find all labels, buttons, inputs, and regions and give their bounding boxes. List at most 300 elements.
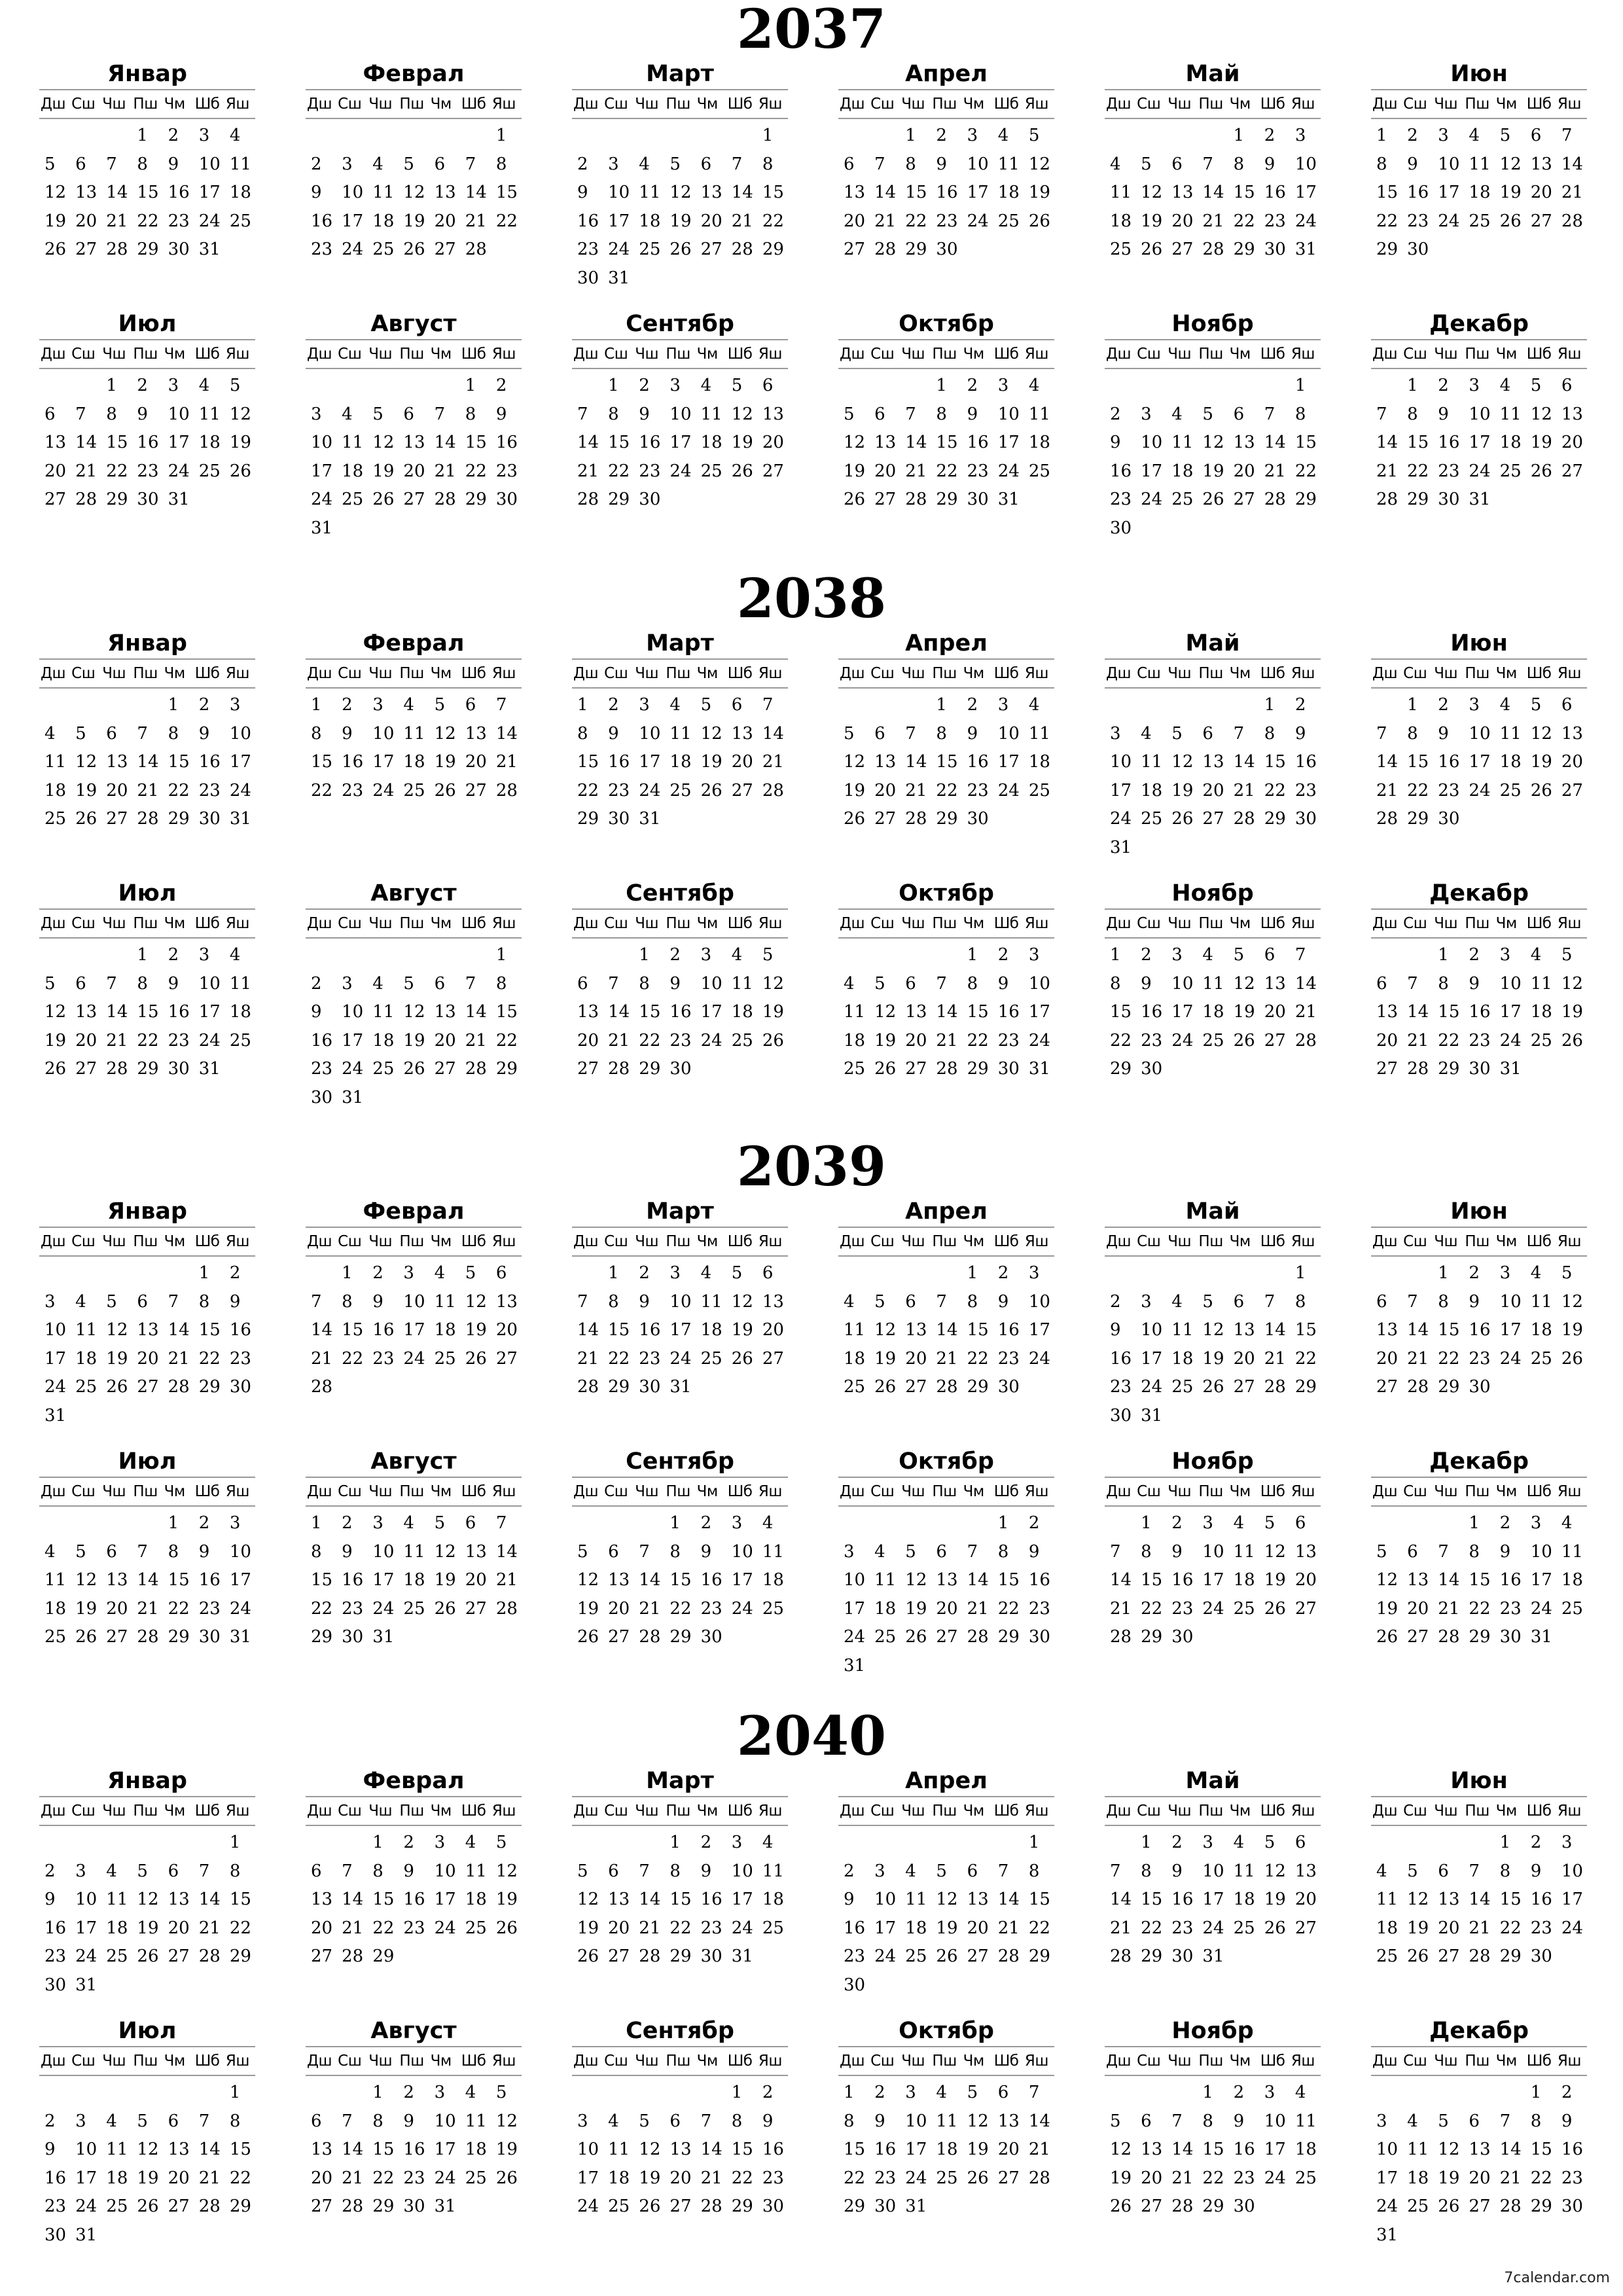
- day-cell: 21: [75, 461, 98, 481]
- month-block: [1105, 628, 1321, 862]
- month-name: Май: [1185, 630, 1240, 656]
- day-cell: 7: [577, 404, 588, 424]
- day-cell: 12: [434, 1541, 456, 1562]
- weekday-label: Чм: [963, 1803, 984, 1820]
- day-cell: 1: [762, 126, 774, 145]
- day-cell: 20: [1376, 1030, 1399, 1050]
- day-cell: 26: [1028, 211, 1050, 231]
- weekday-label: Дш: [307, 1483, 332, 1500]
- day-cell: 25: [700, 461, 722, 481]
- day-cell: 12: [1171, 752, 1194, 772]
- day-cell: 31: [198, 240, 221, 259]
- day-cell: 2: [700, 1513, 712, 1533]
- month-block: [838, 59, 1054, 264]
- weekday-label: Чш: [102, 1233, 126, 1250]
- day-cell: 31: [1141, 1405, 1163, 1426]
- day-cell: 3: [168, 376, 179, 395]
- weekday-label: Чм: [430, 346, 452, 363]
- weekday-label: Чш: [1168, 96, 1192, 113]
- day-blank: [900, 1259, 931, 1288]
- day-cell: 27: [137, 1377, 159, 1397]
- day-cell: 3: [844, 1541, 855, 1562]
- day-cell: 18: [403, 752, 425, 772]
- day-cell: 19: [45, 211, 67, 231]
- day-grid: [572, 372, 788, 514]
- day-cell: 8: [1407, 723, 1418, 744]
- day-cell: 28: [762, 780, 784, 800]
- day-cell: 13: [731, 723, 753, 744]
- weekday-label: Чм: [1495, 1483, 1517, 1500]
- day-cell: 26: [669, 240, 692, 259]
- day-cell: 27: [495, 1348, 518, 1369]
- day-cell: 11: [372, 183, 395, 202]
- day-cell: 22: [1376, 211, 1399, 231]
- weekday-label: Сш: [338, 2053, 362, 2070]
- day-cell: 7: [1171, 2111, 1183, 2131]
- day-cell: 5: [1110, 2111, 1121, 2131]
- day-cell: 8: [198, 1291, 210, 1312]
- weekday-label: Чм: [430, 96, 452, 113]
- day-cell: 3: [198, 945, 210, 965]
- day-cell: 12: [1530, 404, 1552, 424]
- day-blank: [931, 1259, 961, 1288]
- day-cell: 25: [1499, 461, 1522, 481]
- day-cell: 14: [106, 183, 128, 202]
- day-cell: 12: [844, 752, 866, 772]
- day-cell: 15: [1469, 1570, 1491, 1590]
- day-cell: 16: [762, 2140, 784, 2159]
- day-blank: [1433, 2079, 1463, 2108]
- day-cell: 17: [905, 2140, 927, 2159]
- day-blank: [1433, 1509, 1463, 1538]
- day-cell: 7: [198, 1861, 210, 1881]
- day-cell: 20: [967, 1918, 989, 1938]
- weekday-label: Пш: [133, 665, 158, 682]
- day-cell: 28: [75, 490, 98, 509]
- day-blank: [1259, 372, 1290, 401]
- day-cell: 18: [1407, 2168, 1429, 2188]
- day-cell: 18: [1233, 1890, 1255, 1909]
- day-cell: 6: [434, 154, 446, 174]
- day-blank: [132, 1829, 162, 1857]
- weekday-label: Шб: [727, 96, 753, 113]
- day-cell: 23: [700, 1598, 722, 1619]
- month-block: [1371, 309, 1587, 514]
- day-cell: 30: [1110, 518, 1132, 538]
- day-cell: 30: [1171, 1627, 1194, 1647]
- weekday-label: Пш: [133, 346, 158, 363]
- day-cell: 8: [762, 154, 774, 174]
- weekday-label: Шб: [993, 1803, 1019, 1820]
- day-cell: 15: [1530, 2140, 1552, 2159]
- weekday-label: Пш: [666, 1803, 690, 1820]
- day-cell: 7: [465, 154, 476, 174]
- day-cell: 18: [1499, 433, 1522, 452]
- day-cell: 11: [762, 1541, 784, 1562]
- day-cell: 7: [137, 1541, 148, 1562]
- day-cell: 4: [403, 1513, 414, 1533]
- day-cell: 10: [731, 1861, 753, 1881]
- day-cell: 16: [700, 1570, 722, 1590]
- weekday-header: [39, 1796, 255, 1826]
- weekday-label: Дш: [1106, 2053, 1132, 2070]
- day-cell: 14: [106, 1002, 128, 1022]
- day-cell: 12: [229, 404, 251, 424]
- day-cell: 13: [1141, 2140, 1163, 2159]
- weekday-label: Яш: [1291, 1803, 1315, 1820]
- day-cell: 14: [1376, 433, 1399, 452]
- day-cell: 16: [372, 1320, 395, 1340]
- day-cell: 19: [137, 2168, 159, 2188]
- day-cell: 18: [106, 1918, 128, 1938]
- weekday-label: Чш: [635, 1233, 659, 1250]
- weekday-label: Яш: [225, 2053, 249, 2070]
- day-cell: 2: [372, 1263, 383, 1283]
- weekday-label: Чм: [164, 346, 185, 363]
- month-block: [39, 59, 255, 264]
- day-blank: [39, 2079, 70, 2108]
- weekday-label: Шб: [1526, 1803, 1552, 1820]
- day-cell: 12: [495, 2111, 518, 2131]
- day-cell: 4: [762, 1513, 774, 1533]
- day-cell: 17: [372, 1570, 395, 1590]
- day-cell: 14: [1110, 1890, 1132, 1909]
- day-cell: 5: [45, 154, 56, 174]
- day-cell: 4: [1171, 404, 1183, 424]
- day-cell: 2: [311, 154, 322, 174]
- day-cell: 4: [434, 1263, 446, 1283]
- day-cell: 8: [1202, 2111, 1213, 2131]
- day-cell: 27: [1438, 1946, 1460, 1966]
- day-cell: 20: [1376, 1348, 1399, 1369]
- day-cell: 20: [844, 211, 866, 231]
- weekday-label: Пш: [666, 1483, 690, 1500]
- day-cell: 28: [1264, 1377, 1286, 1397]
- day-cell: 8: [936, 404, 947, 424]
- month-name: Ноябр: [1171, 880, 1254, 906]
- weekday-label: Чм: [963, 346, 984, 363]
- day-cell: 18: [731, 1002, 753, 1022]
- day-cell: 21: [936, 1348, 958, 1369]
- day-cell: 10: [700, 973, 722, 994]
- day-cell: 21: [608, 1030, 630, 1050]
- month-name: Декабр: [1429, 2018, 1529, 2044]
- day-cell: 29: [997, 1627, 1020, 1647]
- weekday-header: [838, 1227, 1054, 1257]
- day-cell: 25: [75, 1377, 98, 1397]
- day-cell: 24: [1264, 2168, 1286, 2188]
- day-cell: 21: [905, 461, 927, 481]
- weekday-label: Чм: [963, 915, 984, 932]
- day-cell: 19: [844, 780, 866, 800]
- month-name: Апрел: [905, 1198, 988, 1225]
- day-cell: 25: [465, 2168, 487, 2188]
- weekday-label: Сш: [71, 915, 96, 932]
- day-cell: 7: [762, 695, 774, 715]
- day-blank: [1371, 372, 1402, 401]
- day-cell: 3: [372, 695, 383, 715]
- day-cell: 15: [1141, 1570, 1163, 1590]
- weekday-label: Шб: [194, 2053, 220, 2070]
- day-cell: 28: [639, 1627, 661, 1647]
- weekday-label: Пш: [1465, 96, 1489, 113]
- weekday-label: Дш: [1372, 915, 1398, 932]
- day-cell: 23: [311, 240, 333, 259]
- day-cell: 24: [1499, 1348, 1522, 1369]
- day-cell: 11: [1407, 2140, 1429, 2159]
- day-blank: [1371, 1259, 1402, 1288]
- day-cell: 25: [608, 2197, 630, 2216]
- day-cell: 28: [639, 1946, 661, 1966]
- day-grid: [572, 2079, 788, 2221]
- day-cell: 27: [1376, 1377, 1399, 1397]
- day-cell: 22: [1407, 780, 1429, 800]
- weekday-label: Чм: [1229, 915, 1251, 932]
- weekday-header: [1105, 2046, 1321, 2076]
- month-name: Июл: [118, 2018, 177, 2044]
- day-cell: 3: [1264, 2083, 1275, 2102]
- day-cell: 22: [198, 1348, 221, 1369]
- day-cell: 31: [731, 1946, 753, 1966]
- weekday-label: Пш: [1198, 346, 1223, 363]
- month-name: Май: [1185, 1198, 1240, 1225]
- day-cell: 31: [372, 1627, 395, 1647]
- day-cell: 9: [342, 723, 353, 744]
- day-cell: 14: [1438, 1570, 1460, 1590]
- weekday-header: [1371, 2046, 1587, 2076]
- day-cell: 14: [495, 723, 518, 744]
- day-cell: 8: [997, 1541, 1009, 1562]
- day-cell: 30: [700, 1946, 722, 1966]
- day-blank: [1371, 691, 1402, 720]
- day-cell: 12: [905, 1570, 927, 1590]
- day-cell: 4: [1499, 376, 1511, 395]
- day-cell: 25: [403, 1598, 425, 1619]
- weekday-label: Сш: [71, 1233, 96, 1250]
- day-cell: 8: [311, 723, 322, 744]
- weekday-header: [838, 658, 1054, 689]
- month-block: [306, 2016, 522, 2221]
- day-cell: 4: [1530, 945, 1542, 965]
- day-cell: 28: [1438, 1627, 1460, 1647]
- day-cell: 13: [1294, 1861, 1317, 1881]
- day-cell: 9: [844, 1890, 855, 1909]
- day-cell: 29: [198, 1377, 221, 1397]
- day-cell: 21: [495, 1570, 518, 1590]
- day-cell: 18: [639, 211, 661, 231]
- day-cell: 1: [1202, 2083, 1213, 2102]
- day-blank: [163, 1259, 194, 1288]
- day-cell: 15: [1294, 1320, 1317, 1340]
- day-blank: [101, 1509, 132, 1538]
- day-blank: [869, 691, 900, 720]
- weekday-label: Яш: [1024, 346, 1048, 363]
- weekday-label: Яш: [1557, 665, 1581, 682]
- day-cell: 17: [731, 1570, 753, 1590]
- day-cell: 24: [905, 2168, 927, 2188]
- day-cell: 13: [608, 1890, 630, 1909]
- day-blank: [101, 2079, 132, 2108]
- day-blank: [1259, 1259, 1290, 1288]
- weekday-header: [306, 339, 522, 369]
- day-blank: [633, 122, 664, 151]
- day-cell: 3: [1202, 1513, 1213, 1533]
- day-cell: 22: [1530, 2168, 1552, 2188]
- day-cell: 2: [168, 126, 179, 145]
- weekday-label: Яш: [225, 1233, 249, 1250]
- day-cell: 21: [1469, 1918, 1491, 1938]
- day-cell: 5: [1438, 2111, 1449, 2131]
- day-cell: 15: [465, 433, 487, 452]
- day-cell: 28: [1171, 2197, 1194, 2216]
- day-cell: 14: [342, 2140, 364, 2159]
- weekday-header: [306, 1477, 522, 1507]
- day-cell: 29: [168, 809, 190, 829]
- day-cell: 25: [1294, 2168, 1317, 2188]
- day-cell: 21: [168, 1348, 190, 1369]
- day-cell: 17: [669, 1320, 692, 1340]
- month-name: Феврал: [363, 61, 465, 87]
- day-cell: 27: [1141, 2197, 1163, 2216]
- weekday-label: Чш: [1434, 1233, 1458, 1250]
- weekday-label: Шб: [727, 1233, 753, 1250]
- day-cell: 30: [198, 1627, 221, 1647]
- day-cell: 6: [168, 1861, 179, 1881]
- day-cell: 16: [168, 1002, 190, 1022]
- day-cell: 17: [1171, 1002, 1194, 1022]
- day-cell: 17: [168, 433, 190, 452]
- day-cell: 19: [495, 1890, 518, 1909]
- day-cell: 14: [1202, 183, 1224, 202]
- weekday-label: Пш: [1465, 665, 1489, 682]
- day-cell: 26: [1438, 2197, 1460, 2216]
- day-blank: [1135, 691, 1166, 720]
- day-cell: 25: [731, 1030, 753, 1050]
- day-cell: 28: [1499, 2197, 1522, 2216]
- day-cell: 2: [1110, 1291, 1121, 1312]
- day-cell: 28: [1407, 1377, 1429, 1397]
- day-cell: 21: [731, 211, 753, 231]
- day-cell: 26: [106, 1377, 128, 1397]
- day-cell: 16: [45, 1918, 67, 1938]
- day-cell: 14: [608, 1002, 630, 1022]
- day-cell: 5: [45, 973, 56, 994]
- day-blank: [39, 122, 70, 151]
- day-cell: 16: [1407, 183, 1429, 202]
- day-cell: 13: [168, 1890, 190, 1909]
- day-cell: 28: [608, 1059, 630, 1079]
- weekday-header: [1371, 1477, 1587, 1507]
- day-cell: 3: [1202, 1833, 1213, 1852]
- day-cell: 13: [608, 1570, 630, 1590]
- day-cell: 12: [434, 723, 456, 744]
- day-cell: 18: [403, 1570, 425, 1590]
- day-cell: 9: [168, 154, 179, 174]
- day-cell: 19: [1264, 1570, 1286, 1590]
- day-cell: 6: [1294, 1513, 1306, 1533]
- day-cell: 4: [1407, 2111, 1418, 2131]
- day-cell: 23: [1171, 1598, 1194, 1619]
- day-cell: 4: [1499, 695, 1511, 715]
- day-blank: [39, 941, 70, 970]
- day-cell: 14: [1028, 2111, 1050, 2131]
- day-cell: 5: [1561, 1263, 1573, 1283]
- day-cell: 10: [1561, 1861, 1583, 1881]
- day-cell: 10: [1264, 2111, 1286, 2131]
- day-cell: 26: [1530, 461, 1552, 481]
- day-cell: 9: [1171, 1541, 1183, 1562]
- day-cell: 13: [844, 183, 866, 202]
- weekday-label: Пш: [399, 346, 424, 363]
- day-cell: 10: [1202, 1541, 1224, 1562]
- day-cell: 2: [198, 695, 210, 715]
- weekday-header: [306, 2046, 522, 2076]
- weekday-label: Дш: [1106, 1483, 1132, 1500]
- day-blank: [1402, 2079, 1433, 2108]
- day-cell: 3: [639, 695, 650, 715]
- weekday-label: Чм: [963, 1233, 984, 1250]
- day-cell: 6: [669, 2111, 681, 2131]
- weekday-label: Сш: [604, 1233, 628, 1250]
- weekday-label: Яш: [1291, 1233, 1315, 1250]
- day-cell: 1: [1407, 695, 1418, 715]
- weekday-label: Чш: [102, 1483, 126, 1500]
- day-grid: [306, 1259, 522, 1402]
- weekday-label: Шб: [461, 665, 486, 682]
- day-cell: 7: [434, 404, 446, 424]
- day-cell: 19: [75, 780, 98, 800]
- weekday-label: Чм: [1495, 2053, 1517, 2070]
- day-cell: 22: [495, 1030, 518, 1050]
- day-cell: 29: [936, 809, 958, 829]
- day-cell: 18: [844, 1348, 866, 1369]
- day-cell: 28: [1110, 1946, 1132, 1966]
- day-cell: 23: [168, 211, 190, 231]
- day-cell: 20: [762, 1320, 784, 1340]
- day-cell: 31: [45, 1405, 67, 1426]
- day-cell: 17: [1141, 1348, 1163, 1369]
- day-cell: 4: [608, 2111, 619, 2131]
- day-cell: 28: [1028, 2168, 1050, 2188]
- weekday-label: Сш: [870, 1233, 895, 1250]
- day-cell: 3: [997, 695, 1009, 715]
- day-cell: 10: [1171, 973, 1194, 994]
- weekday-label: Шб: [194, 346, 220, 363]
- day-blank: [962, 1829, 993, 1857]
- day-blank: [696, 122, 726, 151]
- day-cell: 12: [731, 404, 753, 424]
- day-cell: 16: [936, 183, 958, 202]
- weekday-label: Шб: [194, 1233, 220, 1250]
- day-cell: 7: [1469, 1861, 1480, 1881]
- day-cell: 31: [75, 2225, 98, 2245]
- day-blank: [101, 1259, 132, 1288]
- weekday-label: Яш: [1024, 1483, 1048, 1500]
- day-blank: [603, 941, 633, 970]
- weekday-label: Пш: [932, 346, 957, 363]
- weekday-label: Чш: [635, 665, 659, 682]
- day-cell: 23: [342, 1598, 364, 1619]
- day-blank: [1105, 691, 1135, 720]
- day-cell: 14: [1376, 752, 1399, 772]
- weekday-label: Шб: [461, 915, 486, 932]
- weekday-label: Сш: [1403, 1803, 1427, 1820]
- day-grid: [1371, 1829, 1587, 1971]
- day-blank: [869, 941, 900, 970]
- day-cell: 23: [198, 1598, 221, 1619]
- weekday-label: Дш: [840, 346, 865, 363]
- day-cell: 30: [1028, 1627, 1050, 1647]
